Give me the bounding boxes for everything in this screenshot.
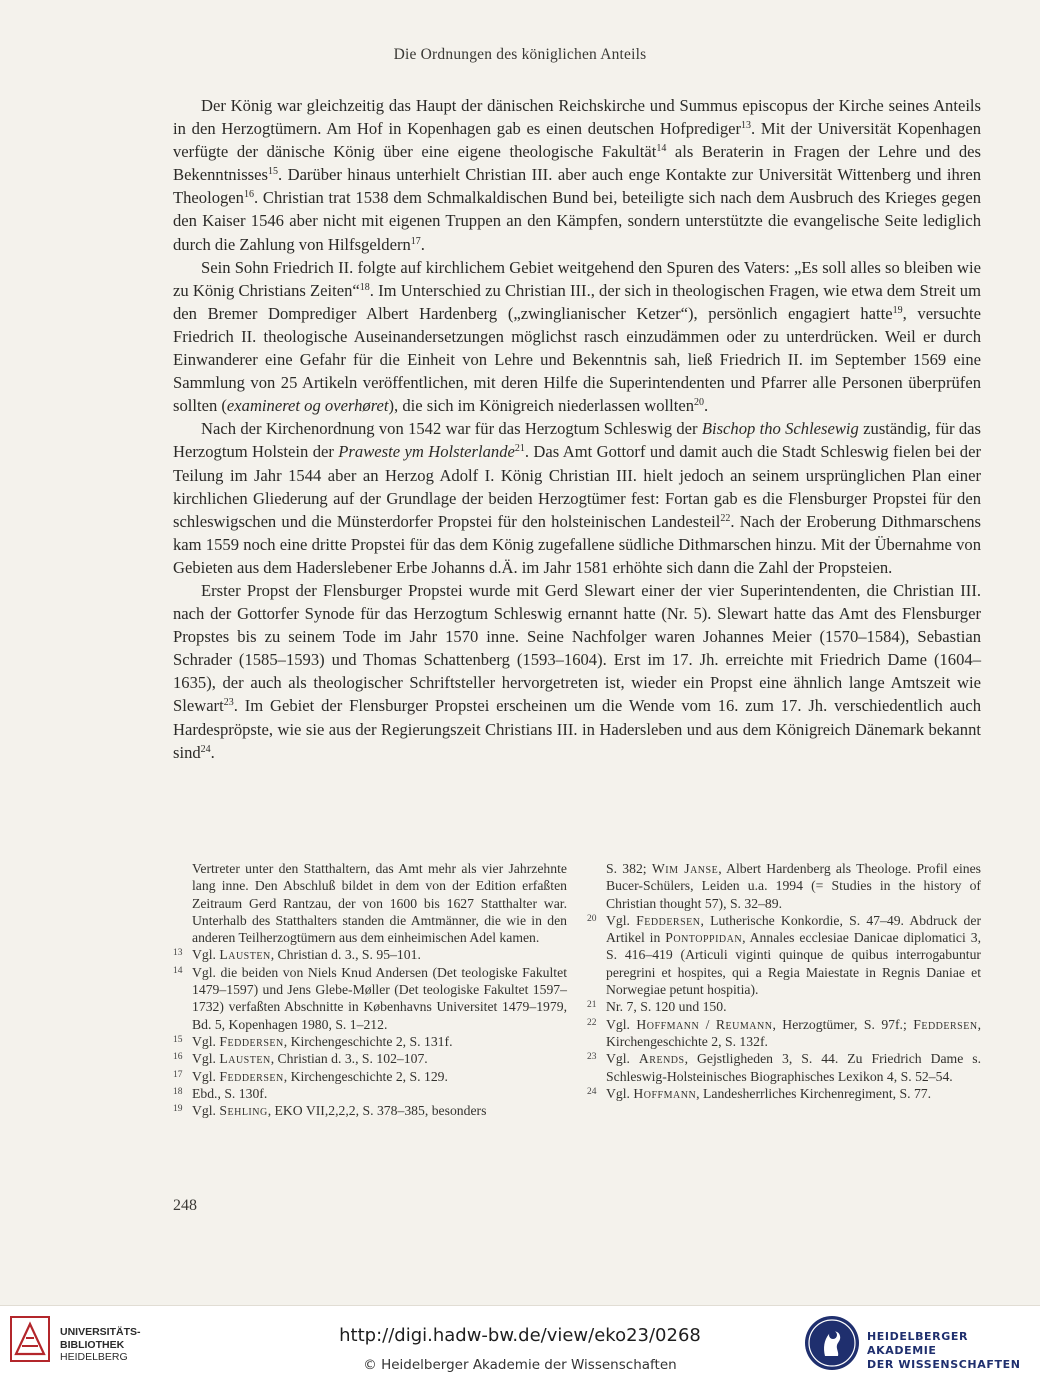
text-run: . Das Amt Gottorf und damit auch die Stadt Schleswig fielen bei der Teilung im Jahr 1544 aber an Herzog Adolf I. König Christian III. hielt jedoch an seinem ursprünglichen Plan einer kirchlichen Gliederung auf der Grundlage der beiden Herzogtümer fest: Fortan gab es die Flensburger Propstei für den schleswigschen und die Münsterdorfer Propstei für den holsteinischen Landesteil xyxy=(173,442,981,531)
text-run: zuständig, für das Herzogtum Holstein der xyxy=(173,419,981,462)
paragraph xyxy=(173,417,981,579)
footnote-ref[interactable]: 13 xyxy=(741,120,752,132)
text-run: Nach der Kirchenordnung von 1542 war für das Herzogtum Schleswig der xyxy=(201,419,702,439)
running-head: Die Ordnungen des königlichen Anteils xyxy=(393,46,647,63)
text-run: , Kirchengeschichte 2, S. 132f. xyxy=(606,1016,981,1049)
hadw-line-2: DER WISSENSCHAFTEN xyxy=(867,1358,1021,1371)
footnote-number: 19 xyxy=(173,1104,183,1115)
italic-text: examineret og overhøret xyxy=(226,396,389,416)
footnote-number: 13 xyxy=(173,948,183,959)
paragraph xyxy=(173,579,981,764)
text-run: als Beraterin in Fragen der Lehre und des Bekenntnisses xyxy=(173,142,981,185)
text-run: Vgl. xyxy=(192,947,220,963)
text-run: , Christian d. 3., S. 95–101. xyxy=(270,947,421,963)
footnote-ref[interactable]: 15 xyxy=(267,166,278,178)
footnote xyxy=(587,1050,981,1085)
footnote-ref[interactable]: 17 xyxy=(410,235,421,247)
footnotes-right-column xyxy=(587,860,981,1102)
footer-banner xyxy=(0,1305,1040,1385)
author-name: Reumann xyxy=(715,1016,773,1032)
author-name: Feddersen xyxy=(219,1068,284,1084)
footnote-ref[interactable]: 24 xyxy=(200,743,211,755)
text-run: Der König war gleichzeitig das Haupt der dänischen Reichskirche und Summus episcopus der Kirche seines Anteils in den Herzogtümern. Am Hof in Kopenhagen gab es einen deutschen Hofprediger xyxy=(173,96,981,139)
text-run: S. 382; xyxy=(606,861,652,876)
footnote-number: 22 xyxy=(587,1017,597,1028)
text-run: , Landesherrliches Kirchenregiment, S. 77. xyxy=(696,1085,932,1101)
text-run: Vgl. xyxy=(192,1051,220,1067)
footnote-ref[interactable]: 19 xyxy=(892,304,903,316)
text-run: , Lutherische Konkordie, S. 47–49. Abdruck der Artikel in xyxy=(606,912,981,946)
author-name: Hoffmann xyxy=(636,1016,700,1032)
footnote xyxy=(173,1050,567,1067)
footnotes-left-column xyxy=(173,860,567,1119)
ub-line-3: HEIDELBERG xyxy=(60,1351,128,1363)
hadw-seal-icon[interactable] xyxy=(803,1314,861,1372)
footnote xyxy=(173,1068,567,1085)
text-run: . xyxy=(420,234,425,254)
text-run: . Nach der Eroberung Dithmarschens kam 1559 noch eine dritte Propstei für das dem König zugefallene südliche Dithmarschen hinzu. Mit der Übernahme von Gebieten aus dem Haderslebener Erbe Johanns d.Ä. im Jahr 1581 erhöhte sich dann die Zahl der Propsteien. xyxy=(173,511,981,577)
author-name: Pontoppidan xyxy=(665,930,743,946)
footnote-ref[interactable]: 18 xyxy=(359,281,370,293)
author-name: Lausten xyxy=(219,947,271,963)
text-run: ), die sich im Königreich niederlassen wollten xyxy=(388,396,695,416)
text-run: / xyxy=(699,1016,716,1032)
text-run: Sein Sohn Friedrich II. folgte auf kirchlichem Gebiet weitgehend den Spuren des Vaters: „Es soll alles so bleiben wie zu König Christians Zeiten“ xyxy=(173,257,981,300)
text-run: . Im Gebiet der Flensburger Propstei erscheinen um die Wende vom 16. zum 17. Jh. verschiedentlich auch Hardespröpste, wie sie aus der Regierungszeit Christians III. in Hadersleben und aus dem Königreich Dänemark bekannt sind xyxy=(173,696,981,762)
footnote xyxy=(173,1102,567,1119)
ub-line-2: BIBLIOTHEK xyxy=(60,1338,125,1351)
text-run: Vgl. xyxy=(606,1051,639,1067)
text-run: , Annales ecclesiae Danicae diplomatici 3, S. 416–419 (Articuli viginti quinque de quibus interrogabuntur peregrini et hospites, qui a Regia Maiestate in Regnis Daniae et Norwegiae petunt hospitia). xyxy=(606,930,981,998)
hadw-label xyxy=(867,1330,1040,1372)
text-run: Vgl. xyxy=(192,1103,220,1119)
footnote-number: 18 xyxy=(173,1086,183,1097)
text-run: Vgl. die beiden von Niels Knud Andersen (Det teologiske Fakultet 1479–1597) und Jens Glebe-Møller (Det teologiske Fakultet 1597–1732) verfaßten Abschnitte in Københavns Universitet 1479–1979, Bd. 5, Kopenhagen 1980, S. 1–212. xyxy=(192,964,567,1032)
paragraph xyxy=(173,94,981,256)
footnote-number: 17 xyxy=(173,1069,183,1080)
ub-line-1: UNIVERSITÄTS- xyxy=(60,1326,141,1338)
footnote xyxy=(587,1016,981,1051)
italic-text: Praweste ym Holsterlande xyxy=(338,442,515,462)
footnote-ref[interactable]: 14 xyxy=(656,143,667,155)
footnote-ref[interactable]: 22 xyxy=(720,512,731,524)
paragraph xyxy=(173,256,981,418)
text-run: . xyxy=(210,742,215,762)
footnote xyxy=(587,912,981,998)
footnote-ref[interactable]: 21 xyxy=(514,443,525,455)
footnote xyxy=(173,1085,567,1102)
footnote-number: 15 xyxy=(173,1034,183,1045)
text-run: Vgl. xyxy=(606,1016,637,1032)
author-name: Lausten xyxy=(219,1051,271,1067)
text-run: Nr. 7, S. 120 und 150. xyxy=(606,999,727,1015)
page-number: 248 xyxy=(173,1197,197,1214)
text-run: Ebd., S. 130f. xyxy=(192,1085,268,1101)
footnote xyxy=(587,998,981,1015)
author-name: Wim Janse xyxy=(651,861,719,876)
permalink-url[interactable]: http://digi.hadw-bw.de/view/eko23/0268 xyxy=(339,1325,701,1346)
text-run: , Christian d. 3., S. 102–107. xyxy=(270,1051,428,1067)
text-run: . xyxy=(704,396,709,416)
text-run: . Christian trat 1538 dem Schmalkaldischen Bund bei, beteiligte sich nach dem Ausbruch des Krieges gegen den Kaiser 1546 aber nicht mit eigenen Truppen an den Kämpfen, sondern unterstützte die evangelische Seite lediglich durch die Zahlung von Hilfsgeldern xyxy=(173,188,981,254)
author-name: Feddersen xyxy=(219,1033,284,1049)
footnote-number: 20 xyxy=(587,913,597,924)
text-run: , Kirchengeschichte 2, S. 131f. xyxy=(283,1033,453,1049)
text-run: , versuchte Friedrich II. theologische Auseinandersetzungen möglichst rasch einzudämmen oder zu unterdrücken. Weil er durch Einwanderer eine Gefahr für die Einheit von Lehre und Bekenntnis sah, ließ Friedrich II. im September 1569 eine Sammlung von 25 Artikeln veröffentlichen, mit deren Hilfe die Superintendenten und Pfarrer alle Personen überprüfen sollten ( xyxy=(173,303,981,416)
footnote-number: 24 xyxy=(587,1086,597,1097)
footnote-number: 16 xyxy=(173,1052,183,1063)
text-run: Vgl. xyxy=(192,1068,220,1084)
footnote-ref[interactable]: 16 xyxy=(243,189,254,201)
footnote xyxy=(587,1085,981,1102)
text-run: Vgl. xyxy=(606,1085,634,1101)
footnote xyxy=(173,946,567,963)
text-run: Vgl. xyxy=(192,1033,220,1049)
text-run: . Im Unterschied zu Christian III., der sich in theologischen Fragen, wie etwa dem Streit um den Bremer Domprediger Albert Hardenberg („zwinglianischer Ketzer“), persönlich engagiert hatte xyxy=(173,280,982,323)
text-run: , Albert Hardenberg als Theologe. Profil eines Bucer-Schülers, Leiden u.a. 1994 (= Studies in the history of Christian thought 57), S. 32–89. xyxy=(606,861,981,911)
footnote-number: 23 xyxy=(587,1052,597,1063)
footnote xyxy=(587,860,981,912)
footnote xyxy=(173,964,567,1033)
text-run: . Mit der Universität Kopenhagen verfügte der dänische König über eine eigene theologische Fakultät xyxy=(173,119,981,162)
author-name: Feddersen xyxy=(913,1016,978,1032)
italic-text: Bischop tho Schlesewig xyxy=(701,419,859,439)
author-name: Arends xyxy=(638,1051,685,1067)
text-run: Vgl. xyxy=(606,912,637,928)
copyright-notice: © Heidelberger Akademie der Wissenschaften xyxy=(363,1357,677,1373)
author-name: Feddersen xyxy=(636,912,701,928)
footnote-number: 14 xyxy=(173,965,183,976)
footnote xyxy=(173,860,567,946)
text-run: . Darüber hinaus unterhielt Christian III. aber auch enge Kontakte zur Universität Wittenberg und ihren Theologen xyxy=(173,165,981,208)
text-run: Erster Propst der Flensburger Propstei wurde mit Gerd Slewart einer der vier Superintendenten, die Christian III. nach der Gottorfer Synode für das Herzogtum Schleswig ernannt hatte (Nr. 5). Slewart hatte das Amt des Flensburger Propstes bis zu seinem Tode im Jahr 1570 inne. Seine Nachfolger waren Johannes Meier (1570–1584), Sebastian Schrader (1585–1593) und Thomas Schattenberg (1593–1604). Erst im 17. Jh. erreichte mit Friedrich Dame (1604–1635), der auch als theologischer Schriftsteller hervorgetreten ist, wieder ein Propst eine ähnlich lange Amtszeit wie Slewart xyxy=(173,580,981,716)
hadw-line-1: HEIDELBERGER AKADEMIE xyxy=(867,1330,969,1357)
footnote xyxy=(173,1033,567,1050)
text-run: , Herzogtümer, S. 97f.; xyxy=(772,1016,914,1032)
text-run: , EKO VII,2,2,2, S. 378–385, besonders xyxy=(267,1103,487,1119)
text-run: , Kirchengeschichte 2, S. 129. xyxy=(283,1068,448,1084)
body-text xyxy=(173,94,981,764)
footnote-number: 21 xyxy=(587,1000,597,1011)
author-name: Sehling xyxy=(219,1103,268,1119)
text-run: , Gejstligheden 3, S. 44. Zu Friedrich Dame s. Schleswig-Holsteinisches Biographisches Lexikon 4, S. 52–54. xyxy=(606,1051,981,1084)
author-name: Hoffmann xyxy=(633,1085,697,1101)
footnote-ref[interactable]: 20 xyxy=(694,397,705,409)
footnote-ref[interactable]: 23 xyxy=(223,697,234,709)
text-run: Vertreter unter den Statthaltern, das Amt mehr als vier Jahrzehnte lang inne. Den Abschluß bildet in dem von der Edition erfaßten Zeitraum Gerd Rantzau, der von 1600 bis 1627 Statthalter war. Unterhalb des Statthalters standen die Amtmänner, die wie in den anderen Teilherzogtümern aus dem einheimischen Adel kamen. xyxy=(192,861,567,946)
